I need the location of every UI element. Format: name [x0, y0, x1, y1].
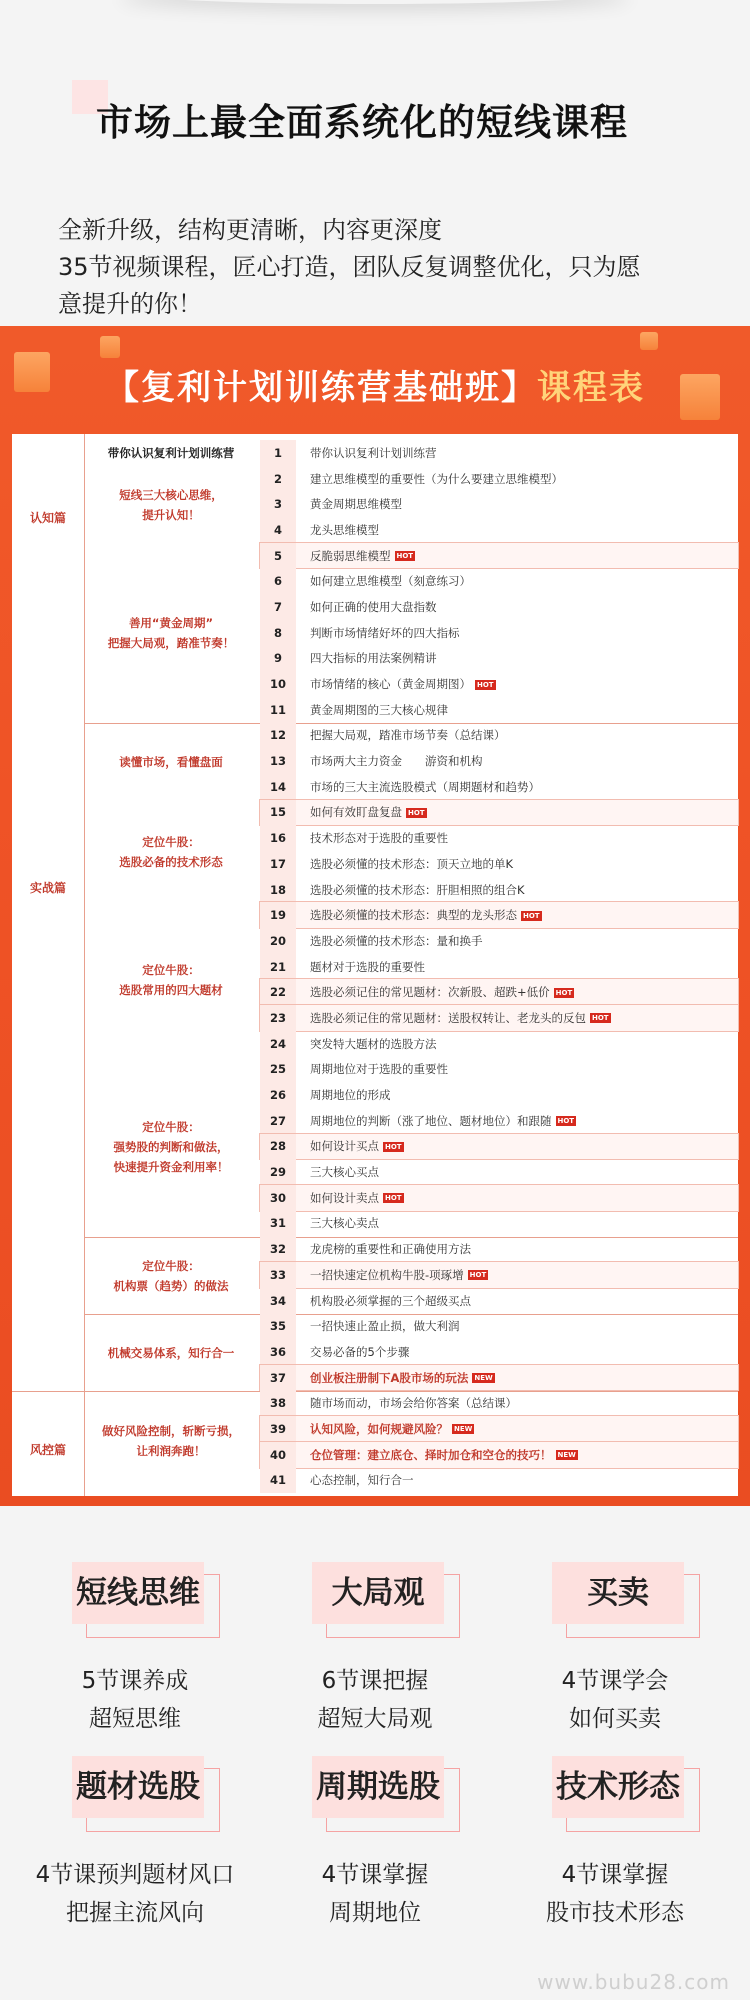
- schedule-title-main: 【复利计划训练营基础班】: [105, 368, 537, 408]
- lesson-title: [296, 1344, 409, 1360]
- lesson-row: [260, 1134, 738, 1160]
- lesson-title: [296, 1215, 379, 1231]
- lesson-number: 10: [260, 671, 296, 697]
- lesson-row: [260, 1031, 738, 1057]
- section-label: 认知篇: [29, 511, 66, 525]
- lesson-title-text: 选股必须懂的技术形态：量和换手: [310, 933, 483, 948]
- lesson-number: 32: [260, 1236, 296, 1262]
- lesson-number: 29: [260, 1159, 296, 1185]
- lesson-row: [260, 697, 738, 723]
- lesson-title-text: 市场的三大主流选股模式（周期题材和趋势）: [310, 779, 540, 794]
- lesson-title: [296, 984, 574, 1000]
- group-label: 定位牛股： 选股必备的技术形态: [119, 834, 223, 869]
- lesson-number: 30: [260, 1185, 296, 1211]
- lesson-title-text: 突发特大题材的选股方法: [310, 1036, 437, 1051]
- feature-desc: [510, 1662, 720, 1738]
- lesson-title-text: 三大核心卖点: [310, 1216, 379, 1231]
- feature-desc: [30, 1856, 240, 1932]
- lesson-title: [296, 1087, 391, 1103]
- lesson-title: [296, 907, 542, 923]
- lesson-title: [296, 445, 437, 461]
- lesson-list: [260, 440, 738, 1493]
- lesson-title-text: 带你认识复利计划训练营: [310, 445, 437, 460]
- lesson-row: [260, 1108, 738, 1134]
- lesson-title-text: 周期地位的形成: [310, 1088, 391, 1103]
- lesson-number: 16: [260, 825, 296, 851]
- feature-title: 短线思维: [72, 1562, 204, 1624]
- new-badge: NEW: [474, 1374, 493, 1383]
- lesson-number: 37: [260, 1365, 296, 1391]
- lesson-title-text: 判断市场情绪好坏的四大指标: [310, 625, 460, 640]
- lesson-row: [260, 800, 738, 826]
- lesson-title: [296, 753, 483, 769]
- lesson-number: 5: [260, 543, 296, 569]
- lesson-number: 12: [260, 723, 296, 749]
- hot-badge: HOT: [592, 1014, 609, 1023]
- lesson-row: [260, 851, 738, 877]
- feature-line: 如何买卖: [569, 1706, 661, 1732]
- group-label: 机械交易体系，知行合一: [107, 1345, 235, 1360]
- group-label: 定位牛股： 选股常用的四大题材: [119, 963, 223, 997]
- lesson-number: 1: [260, 440, 296, 466]
- lesson-title: [296, 548, 415, 564]
- feature-line: 超短思维: [89, 1706, 181, 1732]
- lesson-row: [260, 646, 738, 672]
- feature-line: 股市技术形态: [546, 1900, 684, 1926]
- section-label: 风控篇: [29, 1442, 66, 1457]
- lesson-title-text: 黄金周期思维模型: [310, 497, 402, 512]
- lesson-row: [260, 1236, 738, 1262]
- lesson-title-text: 如何建立思维模型（刻意练习）: [310, 574, 471, 589]
- lesson-number: 3: [260, 491, 296, 517]
- section-label-wrap: [12, 437, 84, 1417]
- lesson-number: 2: [260, 466, 296, 492]
- group-label: 定位牛股： 强势股的判断和做法， 快速提升资金利用率！: [113, 1120, 229, 1174]
- feature-line: 周期地位: [329, 1900, 421, 1926]
- lesson-title-text: 龙虎榜的重要性和正确使用方法: [310, 1242, 471, 1257]
- lesson-row: [260, 877, 738, 903]
- lesson-number: 40: [260, 1442, 296, 1468]
- lesson-title: [296, 471, 563, 487]
- lesson-row: [260, 774, 738, 800]
- decor-cube: [640, 332, 658, 350]
- lesson-title-text: 如何有效盯盘复盘: [310, 805, 402, 820]
- page-headline: 市场上最全面系统化的短线课程: [96, 101, 628, 144]
- lesson-title: [296, 1061, 448, 1077]
- schedule-title: [0, 360, 750, 409]
- lesson-title: [296, 1036, 437, 1052]
- intro-text: [58, 212, 698, 323]
- lesson-title-text: 选股必须懂的技术形态：肝胆相照的组合K: [310, 882, 525, 897]
- decor-cube: [100, 336, 120, 358]
- lesson-row: [260, 1416, 738, 1442]
- lesson-title-text: 创业板注册制下A股市场的玩法: [310, 1370, 469, 1385]
- feature-line: 4节课预判题材风口: [35, 1862, 235, 1888]
- lesson-title-text: 建立思维模型的重要性（为什么要建立思维模型）: [310, 471, 563, 486]
- lesson-title: [296, 1370, 495, 1386]
- lesson-title: [296, 1447, 578, 1463]
- lesson-row: [260, 954, 738, 980]
- lesson-title: [296, 676, 496, 692]
- lesson-title-text: 心态控制，知行合一: [310, 1473, 414, 1488]
- lesson-row: [260, 748, 738, 774]
- intro-line: 意提升的你！: [58, 290, 202, 318]
- hot-badge: HOT: [385, 1194, 402, 1203]
- lesson-number: 23: [260, 1005, 296, 1031]
- lesson-row: [260, 568, 738, 594]
- lesson-row: [260, 491, 738, 517]
- lesson-title: [296, 1293, 471, 1309]
- hot-badge: HOT: [408, 808, 425, 817]
- lesson-row: [260, 1211, 738, 1237]
- lesson-row: [260, 825, 738, 851]
- hot-badge: HOT: [477, 680, 494, 689]
- feature-title: 大局观: [312, 1562, 444, 1624]
- lesson-title: [296, 779, 540, 795]
- lesson-row: [260, 1339, 738, 1365]
- lesson-title: [296, 727, 506, 743]
- lesson-title-text: 如何设计卖点: [310, 1190, 379, 1205]
- lesson-title-text: 周期地位对于选股的重要性: [310, 1062, 448, 1077]
- lesson-row: [260, 1468, 738, 1494]
- lesson-title: [296, 1395, 517, 1411]
- new-badge: NEW: [454, 1425, 473, 1434]
- lesson-title-text: 选股必须懂的技术形态：顶天立地的单K: [310, 856, 514, 871]
- hot-badge: HOT: [385, 1142, 402, 1151]
- lesson-title-text: 一招快速定位机构牛股-项琢增: [310, 1267, 464, 1282]
- lesson-row: [260, 1442, 738, 1468]
- intro-line: 35节视频课程，匠心打造，团队反复调整优化，只为愿: [58, 253, 641, 281]
- hot-badge: HOT: [469, 1271, 487, 1280]
- feature-title: 技术形态: [552, 1756, 684, 1818]
- schedule-title-accent: 课程表: [537, 368, 645, 408]
- lesson-number: 17: [260, 851, 296, 877]
- lesson-row: [260, 543, 738, 569]
- feature-title: 题材选股: [72, 1756, 204, 1818]
- feature-line: 4节课掌握: [321, 1862, 429, 1888]
- course-schedule-banner: [0, 326, 750, 1506]
- intro-line: 全新升级，结构更清晰，内容更深度: [58, 216, 442, 244]
- group-label: 定位牛股： 机构票（趋势）的做法: [113, 1258, 229, 1293]
- lesson-title: [296, 1421, 474, 1437]
- lesson-title: [296, 522, 379, 538]
- lesson-number: 24: [260, 1031, 296, 1057]
- lesson-title-text: 反脆弱思维模型: [310, 548, 391, 563]
- lesson-number: 7: [260, 594, 296, 620]
- hot-badge: HOT: [523, 911, 540, 920]
- lesson-number: 27: [260, 1108, 296, 1134]
- lesson-title: [296, 856, 513, 872]
- lesson-title-text: 龙头思维模型: [310, 522, 379, 537]
- watermark: www.bubu28.com: [537, 1970, 730, 1994]
- lesson-number: 31: [260, 1211, 296, 1237]
- feature-title: 买卖: [552, 1562, 684, 1624]
- lesson-number: 28: [260, 1134, 296, 1160]
- lesson-title-text: 机构股必须掌握的三个超级买点: [310, 1293, 471, 1308]
- lesson-title-text: 周期地位的判断（涨了地位、题材地位）和跟随: [310, 1113, 552, 1128]
- lesson-number: 25: [260, 1057, 296, 1083]
- feature-line: 超短大局观: [317, 1706, 433, 1732]
- lesson-number: 33: [260, 1262, 296, 1288]
- lesson-number: 38: [260, 1390, 296, 1416]
- lesson-row: [260, 594, 738, 620]
- lesson-number: 34: [260, 1288, 296, 1314]
- lesson-title-text: 选股必须记住的常见题材：次新股、超跌+低价: [310, 985, 550, 1000]
- lesson-title-text: 认知风险，如何规避风险？: [310, 1421, 448, 1436]
- lesson-number: 35: [260, 1313, 296, 1339]
- feature-desc: [270, 1662, 480, 1738]
- lesson-title: [296, 830, 448, 846]
- lesson-row: [260, 1262, 738, 1288]
- lesson-row: [260, 1159, 738, 1185]
- feature-desc: [510, 1856, 720, 1932]
- lesson-title: [296, 1318, 460, 1334]
- lesson-row: [260, 723, 738, 749]
- new-badge: NEW: [557, 1451, 576, 1460]
- lesson-number: 4: [260, 517, 296, 543]
- top-shadow: [120, 0, 630, 4]
- lesson-title-text: 选股必须懂的技术形态：典型的龙头形态: [310, 908, 517, 923]
- lesson-title-text: 黄金周期图的三大核心规律: [310, 702, 448, 717]
- group-label: 短线三大核心思维， 提升认知！: [119, 487, 223, 522]
- lesson-title-text: 随市场而动，市场会给你答案（总结课）: [310, 1396, 517, 1411]
- lesson-title-text: 交易必备的5个步骤: [310, 1344, 410, 1359]
- lesson-row: [260, 1185, 738, 1211]
- lesson-number: 15: [260, 800, 296, 826]
- feature-line: 5节课养成: [81, 1668, 189, 1694]
- lesson-title-text: 选股必须记住的常见题材：送股权转让、老龙头的反包: [310, 1010, 586, 1025]
- lesson-row: [260, 1288, 738, 1314]
- lesson-number: 8: [260, 620, 296, 646]
- lesson-number: 26: [260, 1082, 296, 1108]
- lesson-row: [260, 1005, 738, 1031]
- group-label: 善用“黄金周期” 把握大局观，踏准节奏！: [107, 616, 235, 650]
- lesson-number: 19: [260, 902, 296, 928]
- lesson-number: 22: [260, 979, 296, 1005]
- lesson-title: [296, 933, 483, 949]
- lesson-row: [260, 1082, 738, 1108]
- lesson-title: [296, 1241, 471, 1257]
- lesson-title: [296, 625, 460, 641]
- lesson-title: [296, 1190, 404, 1206]
- feature-desc: [30, 1662, 240, 1738]
- lesson-row: [260, 928, 738, 954]
- lesson-title-text: 把握大局观，踏准市场节奏（总结课）: [310, 728, 506, 743]
- lesson-title-text: 如何正确的使用大盘指数: [310, 599, 437, 614]
- lesson-title: [296, 1164, 379, 1180]
- feature-line: 6节课把握: [321, 1668, 429, 1694]
- feature-title: 周期选股: [312, 1756, 444, 1818]
- lesson-title: [296, 882, 525, 898]
- feature-line: 把握主流风向: [66, 1900, 204, 1926]
- lesson-number: 11: [260, 697, 296, 723]
- lesson-row: [260, 517, 738, 543]
- group-label: 带你认识复利计划训练营: [107, 446, 235, 460]
- section-label: 实战篇: [29, 880, 66, 895]
- lesson-number: 36: [260, 1339, 296, 1365]
- lesson-number: 41: [260, 1468, 296, 1494]
- lesson-title: [296, 573, 471, 589]
- lesson-number: 14: [260, 774, 296, 800]
- lesson-title: [296, 650, 437, 666]
- lesson-title-text: 技术形态对于选股的重要性: [310, 831, 448, 846]
- hot-badge: HOT: [557, 1117, 575, 1126]
- lesson-title-text: 一招快速止盈止损，做大利润: [310, 1319, 460, 1334]
- lesson-row: [260, 466, 738, 492]
- feature-line: 4节课学会: [561, 1668, 669, 1694]
- lesson-title: [296, 702, 448, 718]
- lesson-number: 13: [260, 748, 296, 774]
- lesson-number: 6: [260, 568, 296, 594]
- lesson-row: [260, 671, 738, 697]
- course-table: [12, 434, 738, 1496]
- lesson-title: [296, 599, 437, 615]
- lesson-title: [296, 1138, 404, 1154]
- lesson-title-text: 四大指标的用法案例精讲: [310, 651, 437, 666]
- lesson-title-text: 题材对于选股的重要性: [310, 959, 425, 974]
- lesson-title-text: 仓位管理：建立底仓、择时加仓和空仓的技巧！: [310, 1447, 552, 1462]
- lesson-row: [260, 1365, 738, 1391]
- hot-badge: HOT: [555, 988, 573, 997]
- lesson-row: [260, 620, 738, 646]
- lesson-number: 20: [260, 928, 296, 954]
- lesson-title: [296, 1472, 414, 1488]
- lesson-row: [260, 1057, 738, 1083]
- lesson-title: [296, 496, 402, 512]
- hot-badge: HOT: [396, 552, 414, 561]
- feature-line: 4节课掌握: [561, 1862, 669, 1888]
- lesson-number: 39: [260, 1416, 296, 1442]
- lesson-number: 18: [260, 877, 296, 903]
- lesson-row: [260, 902, 738, 928]
- lesson-title-text: 如何设计买点: [310, 1139, 379, 1154]
- group-label: 做好风险控制，斩断亏损， 让利润奔跑！: [102, 1424, 240, 1458]
- lesson-row: [260, 979, 738, 1005]
- lesson-title: [296, 1010, 611, 1026]
- lesson-title-text: 三大核心买点: [310, 1165, 379, 1180]
- lesson-number: 21: [260, 954, 296, 980]
- lesson-title: [296, 804, 427, 820]
- lesson-row: [260, 440, 738, 466]
- lesson-title: [296, 1113, 576, 1129]
- lesson-number: 9: [260, 646, 296, 672]
- group-label: 读懂市场，看懂盘面: [119, 754, 223, 769]
- lesson-title-text: 市场两大主力资金 游资和机构: [310, 754, 483, 769]
- lesson-row: [260, 1390, 738, 1416]
- lesson-row: [260, 1313, 738, 1339]
- feature-desc: [270, 1856, 480, 1932]
- lesson-title-text: 市场情绪的核心（黄金周期图）: [310, 677, 471, 692]
- lesson-title: [296, 959, 425, 975]
- lesson-title: [296, 1267, 488, 1283]
